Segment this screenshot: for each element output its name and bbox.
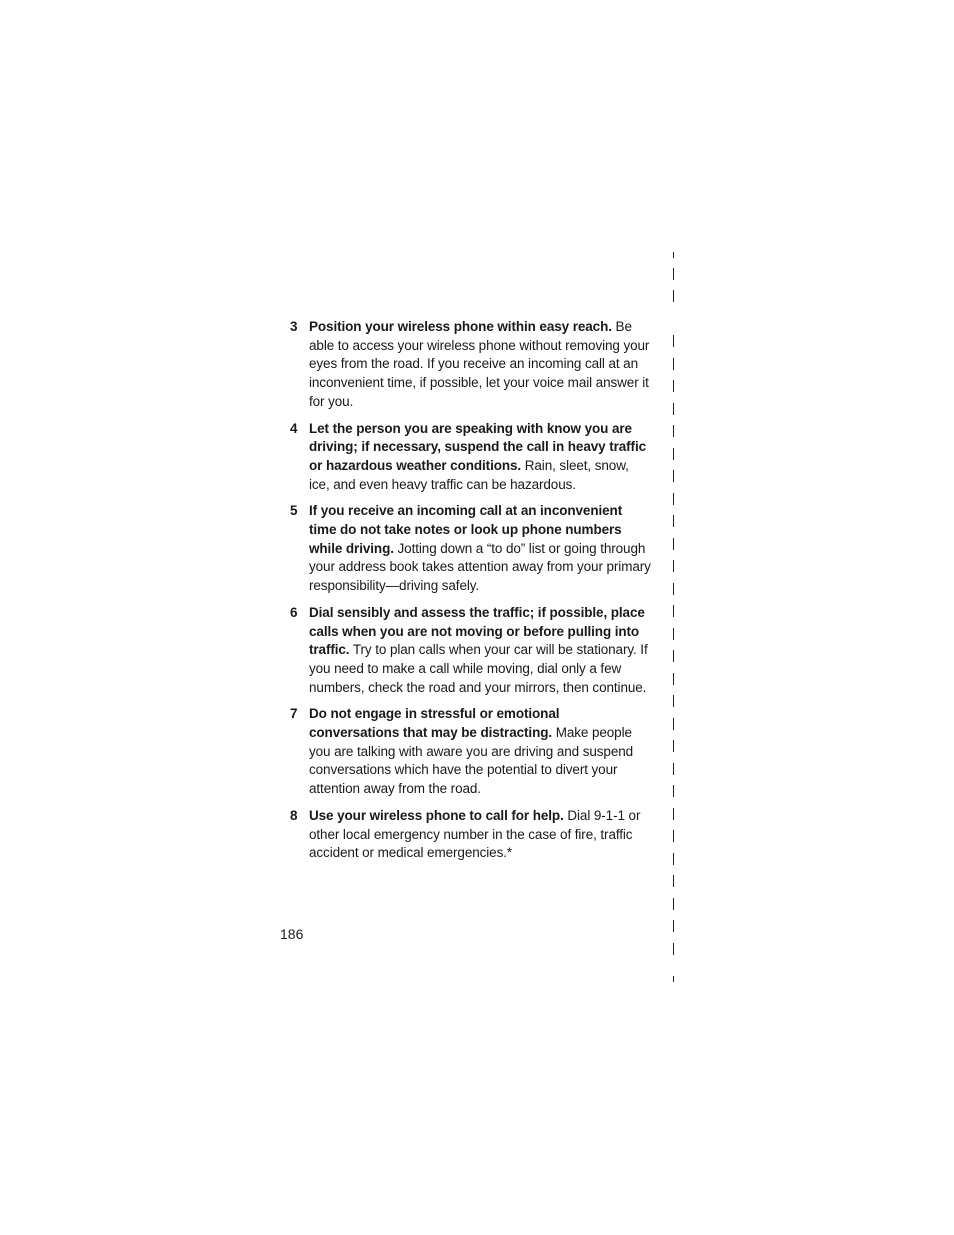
item-lead: Use your wireless phone to call for help.	[309, 807, 564, 823]
crop-mark-tick	[673, 560, 674, 572]
item-number: 4	[290, 420, 298, 436]
crop-mark-tick	[673, 538, 674, 550]
crop-mark-tick	[673, 425, 674, 437]
item-body: Make people you are talking with aware you are driving and suspend conversations which have the potential to divert your attention away from the road.	[309, 725, 634, 797]
item-body: Try to plan calls when your car will be stationary. If you need to make a call while moving, dial only a few numbers, check the road and your mirrors, then continue.	[309, 642, 648, 695]
crop-mark-tick	[673, 448, 674, 460]
item-text	[309, 705, 652, 799]
crop-mark-tick	[673, 470, 674, 482]
list-item	[290, 807, 652, 863]
crop-mark-tick	[673, 808, 674, 820]
crop-mark-tick	[673, 493, 674, 505]
crop-mark-tick	[673, 515, 674, 527]
list-item	[290, 420, 652, 495]
crop-mark-tick	[673, 403, 674, 415]
crop-mark-tick	[673, 583, 674, 595]
item-lead: Let the person you are speaking with know you are driving; if necessary, suspend the call in heavy traffic or hazardous weather conditions.	[309, 420, 647, 473]
crop-mark-tick	[673, 830, 674, 842]
crop-mark-tick	[673, 358, 674, 370]
crop-mark-tick	[673, 976, 674, 982]
list-item	[290, 318, 652, 412]
crop-mark-tick	[673, 605, 674, 617]
list-item	[290, 502, 652, 596]
crop-mark-tick	[673, 695, 674, 707]
page-number: 186	[280, 926, 304, 942]
item-body: Dial 9-1-1 or other local emergency number in the case of fire, traffic accident or medical emergencies.*	[309, 807, 641, 861]
item-text	[309, 502, 652, 596]
crop-mark-tick	[673, 785, 674, 797]
list-item	[290, 604, 652, 698]
crop-mark-tick	[673, 268, 674, 280]
crop-mark-tick	[673, 943, 674, 955]
crop-mark-tick	[673, 628, 674, 640]
crop-mark-tick	[673, 380, 674, 392]
instruction-list	[290, 318, 652, 871]
item-text	[309, 604, 652, 698]
crop-mark-tick	[673, 718, 674, 730]
crop-mark-tick	[673, 290, 674, 302]
item-number: 6	[290, 604, 298, 620]
list-item	[290, 705, 652, 799]
item-text	[309, 318, 652, 412]
item-number: 7	[290, 706, 298, 722]
item-body: Be able to access your wireless phone without removing your eyes from the road. If you receive an incoming call at an inconvenient time, if possible, let your voice mail answer it for you.	[309, 319, 650, 409]
item-body: Jotting down a “to do” list or going through your address book takes attention away from your primary responsibility—driving safely.	[309, 540, 651, 594]
item-lead: Do not engage in stressful or emotional conversations that may be distracting.	[309, 706, 560, 741]
item-number: 5	[290, 503, 298, 519]
item-number: 8	[290, 807, 298, 823]
item-lead: Position your wireless phone within easy reach.	[309, 319, 612, 334]
crop-mark-tick	[673, 252, 674, 258]
item-body: Rain, sleet, snow, ice, and even heavy traffic can be hazardous.	[309, 457, 629, 492]
item-lead: Dial sensibly and assess the traffic; if possible, place calls when you are not moving or before pulling into traffic.	[309, 604, 645, 658]
crop-mark-tick	[673, 920, 674, 932]
crop-mark-tick	[673, 740, 674, 752]
crop-mark-tick	[673, 875, 674, 887]
item-number: 3	[290, 319, 298, 334]
crop-mark-tick	[673, 763, 674, 775]
item-lead: If you receive an incoming call at an inconvenient time do not take notes or look up phone numbers while driving.	[309, 503, 623, 556]
item-text	[309, 420, 652, 495]
crop-mark-tick	[673, 650, 674, 662]
crop-mark-tick	[673, 335, 674, 347]
crop-mark-tick	[673, 853, 674, 865]
crop-mark-tick	[673, 673, 674, 685]
crop-mark-tick	[673, 898, 674, 910]
item-text	[309, 807, 652, 863]
